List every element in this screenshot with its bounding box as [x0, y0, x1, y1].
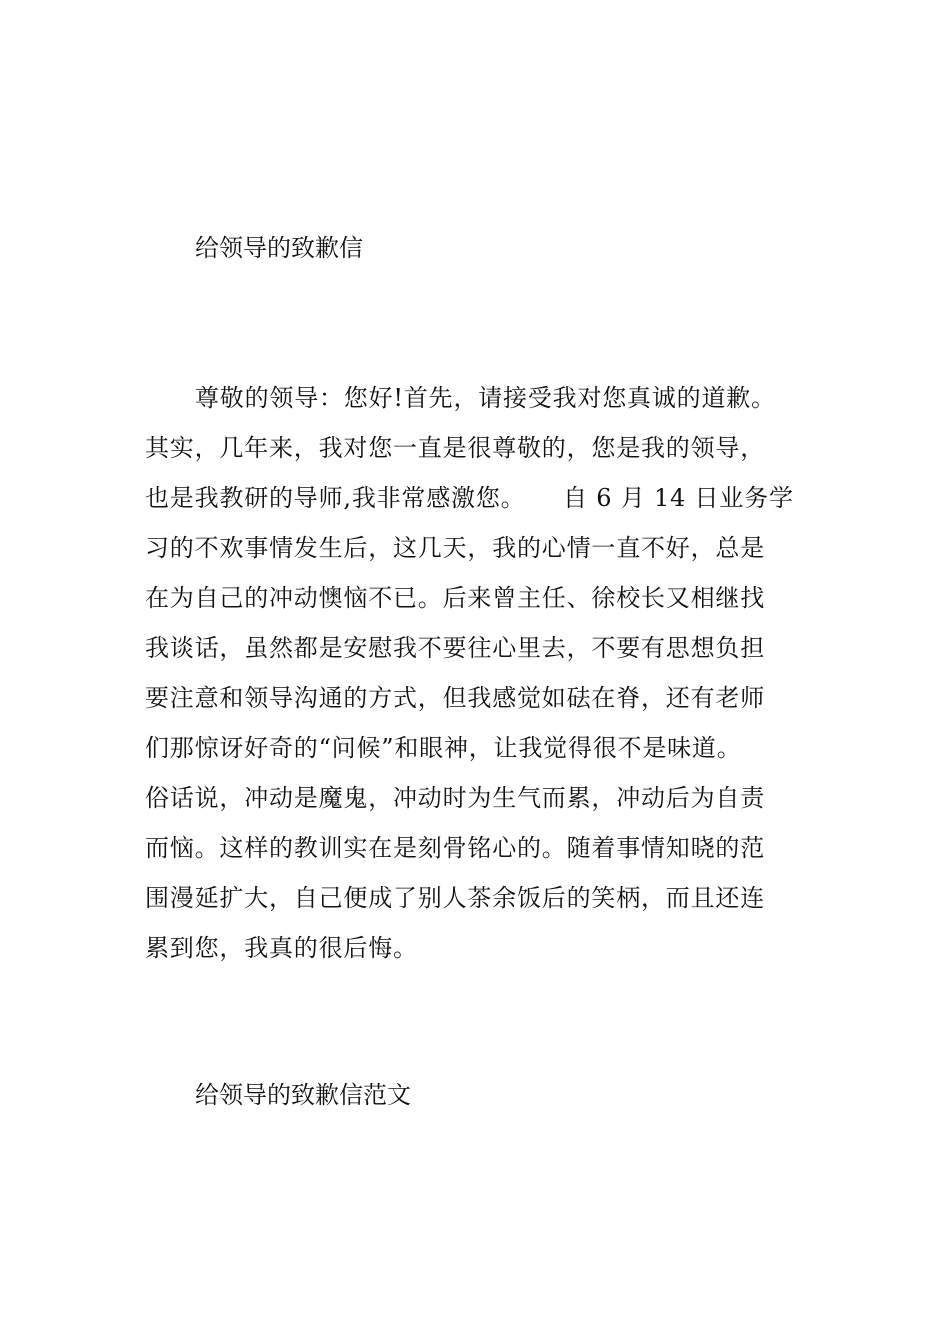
document-title: 给领导的致歉信	[195, 234, 363, 262]
paragraph-line: 其实，几年来，我对您一直是很尊敬的，您是我的领导，	[145, 434, 765, 462]
paragraph-line: 习的不欢事情发生后，这几天，我的心情一直不好，总是	[145, 534, 765, 562]
paragraph-line: 累到您，我真的很后悔。	[145, 934, 418, 962]
paragraph-line: 我谈话，虽然都是安慰我不要往心里去，不要有思想负担	[145, 634, 765, 662]
section-title: 给领导的致歉信范文	[195, 1081, 411, 1109]
paragraph-line: 在为自己的冲动懊恼不已。后来曾主任、徐校长又相继找	[145, 584, 765, 612]
paragraph-line: 围漫延扩大，自己便成了别人茶余饭后的笑柄，而且还连	[145, 884, 765, 912]
paragraph-line: 要注意和领导沟通的方式，但我感觉如砝在脊，还有老师	[145, 684, 765, 712]
paragraph-line: 们那惊讶好奇的“问候”和眼神，让我觉得很不是味道。	[145, 734, 742, 762]
paragraph-line: 而恼。这样的教训实在是刻骨铭心的。随着事情知晓的范	[145, 834, 765, 862]
paragraph-line: 也是我教研的导师,我非常感激您。 自 6 月 14 日业务学	[145, 484, 794, 512]
paragraph-line: 尊敬的领导：您好!首先，请接受我对您真诚的道歉。	[195, 384, 776, 412]
paragraph-line: 俗话说，冲动是魔鬼，冲动时为生气而累，冲动后为自责	[145, 784, 765, 812]
